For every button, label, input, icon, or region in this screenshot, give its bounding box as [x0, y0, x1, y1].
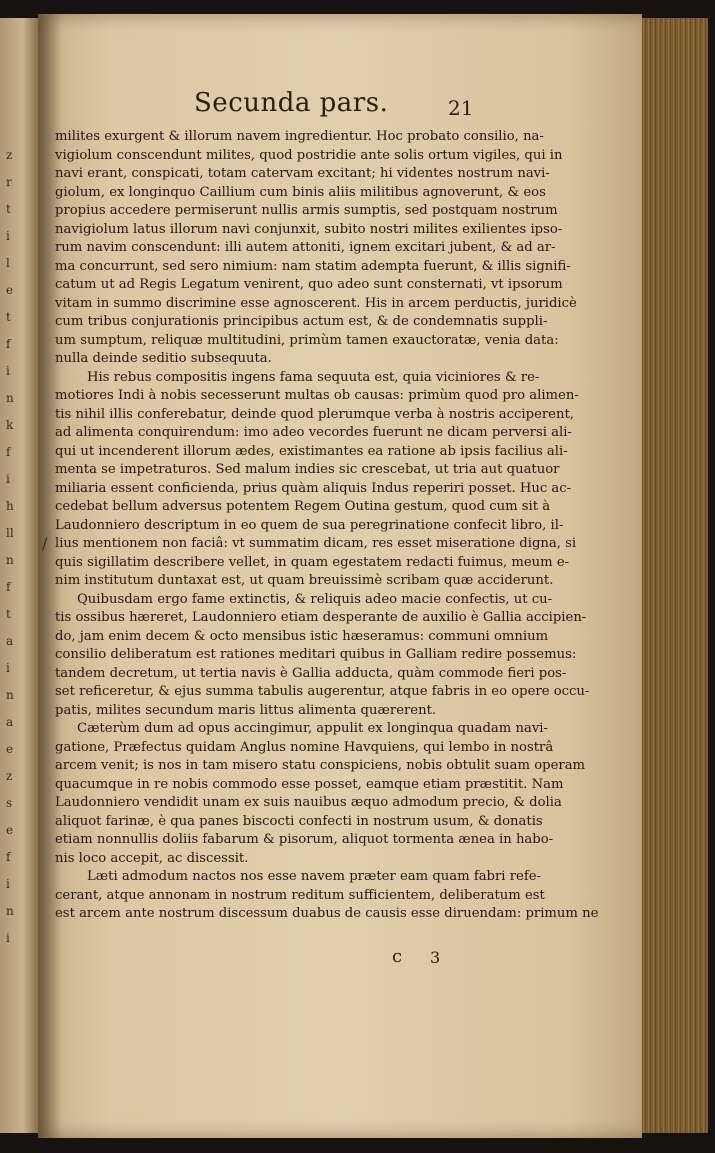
facing-page-fragment: i	[6, 364, 10, 378]
text-line: set reficeretur, & ejus summa tabulis augerentur, atque fabris in eo opere occu-	[55, 684, 590, 699]
signature-mark: c	[392, 946, 403, 967]
text-line: Læti admodum nactos nos esse navem præter eam quam fabri refe-	[87, 869, 541, 884]
text-line: nis loco accepit, ac discessit.	[55, 850, 249, 866]
facing-page-fragment: i	[6, 931, 10, 945]
running-header: Secunda pars.	[194, 88, 389, 118]
text-line: Laudonniero vendidit unam ex suis nauibus æquo admodum precio, & dolia	[55, 795, 562, 810]
text-line: Cæterùm dum ad opus accingimur, appulit ex longinqua quadam navi-	[77, 721, 548, 736]
text-line: nulla deinde seditio subsequuta.	[55, 351, 272, 366]
text-line: aliquot farinæ, è qua panes biscocti confecti in nostrum usum, & donatis	[55, 813, 543, 829]
text-line: est arcem ante nostrum discessum duabus de causis esse diruendam: primum ne	[55, 906, 599, 921]
text-line: miliaria essent conficienda, prius quàm aliquis Indus reperiri posset. Huc ac-	[55, 480, 572, 496]
facing-page-fragment: z	[6, 148, 13, 162]
facing-page-fragment: t	[6, 310, 11, 324]
facing-page-fragment: f	[6, 337, 11, 351]
text-line: catum ut ad Regis Legatum venirent, quo adeo sunt consternati, vt ipsorum	[55, 277, 563, 292]
text-line: rum navim conscendunt: illi autem attoniti, ignem excitari jubent, & ad ar-	[55, 240, 556, 255]
text-line: navigiolum latus illorum navi conjunxit, subito nostri milites exilientes ipso-	[55, 221, 563, 237]
text-line: tis ossibus hæreret, Laudonniero etiam desperante de auxilio è Gallia accipien-	[55, 610, 587, 625]
text-line: qui ut incenderent illorum ædes, existimantes ea ratione ab ipsis facilius ali-	[55, 443, 568, 459]
facing-page-fragment: i	[6, 661, 10, 675]
facing-page-fragment: n	[6, 904, 14, 918]
text-line: giolum, ex longinquo Caillium cum binis aliis militibus agnoverunt, & eos	[55, 184, 546, 200]
facing-page-fragment: i	[6, 472, 10, 486]
folio-number: 21	[448, 96, 474, 120]
facing-page-fragment: n	[6, 391, 14, 405]
facing-page-fragment: e	[6, 823, 14, 837]
signature-number: 3	[430, 948, 441, 967]
text-line: arcem venit; is nos in tam misero statu conspiciens, nobis obtulit suam operam	[55, 758, 586, 773]
facing-page-fragment: f	[6, 445, 11, 459]
text-line: quis sigillatim describere vellet, in quam egestatem redacti fuimus, meum e-	[55, 554, 570, 570]
facing-page-fragment: f	[6, 850, 11, 864]
facing-page-fragment: r	[6, 175, 12, 189]
facing-page-fragment: n	[6, 553, 14, 567]
text-line: Quibusdam ergo fame extinctis, & reliquis adeo macie confectis, ut cu-	[77, 591, 553, 607]
text-line: nim institutum duntaxat est, ut quam breuissimè scribam quæ acciderunt.	[55, 573, 554, 588]
facing-page-fragment: i	[6, 229, 10, 243]
facing-page-fragment: k	[6, 418, 14, 432]
facing-page-fragment: a	[6, 715, 14, 729]
text-line: Laudonniero descriptum in eo quem de sua peregrinatione confecit libro, il-	[55, 517, 564, 533]
text-line: navi erant, conspicati, totam catervam excitant; hi videntes nostrum navi-	[55, 166, 550, 181]
facing-page-fragment: n	[6, 688, 14, 702]
text-line: cerant, atque annonam in nostrum reditum sufficientem, deliberatum est	[55, 887, 545, 903]
text-line: quacumque in re nobis commodo esse posset, eamque etiam præstitit. Nam	[55, 776, 564, 792]
facing-page-fragment: l	[6, 256, 10, 270]
text-line: ad alimenta conquirendum: imo adeo vecordes fuerunt ne dicam perversi ali-	[55, 425, 572, 440]
facing-page-edge	[0, 18, 38, 1133]
text-line: um sumptum, reliquæ multitudini, primùm tamen exauctoratæ, venia data:	[55, 332, 559, 348]
facing-page-fragment: a	[6, 634, 14, 648]
facing-page-fragment: h	[6, 499, 14, 513]
text-line: vigiolum conscendunt milites, quod postridie ante solis ortum vigiles, qui in	[55, 147, 563, 163]
text-line: milites exurgent & illorum navem ingredientur. Hoc probato consilio, na-	[55, 129, 544, 144]
facing-page-fragment: s	[6, 796, 13, 810]
text-line: propius accedere permiserunt nullis armis sumptis, sed postquam nostrum	[55, 203, 558, 218]
text-line: tandem decretum, ut tertia navis è Gallia adducta, quàm commode fieri pos-	[55, 665, 567, 681]
text-line: consilio deliberatum est rationes meditari quibus in Galliam redire possemus:	[55, 647, 577, 662]
book-fore-edge	[642, 18, 708, 1133]
margin-mark: /	[42, 534, 48, 553]
text-line: His rebus compositis ingens fama sequuta est, quia viciniores & re-	[87, 369, 540, 385]
facing-page-fragment: e	[6, 283, 14, 297]
facing-page-fragment: z	[6, 769, 13, 783]
main-text-block	[55, 128, 599, 924]
facing-page-fragment: f	[6, 580, 11, 594]
facing-page-fragment: t	[6, 202, 11, 216]
text-line: etiam nonnullis doliis fabarum & pisorum, aliquot tormenta ænea in habo-	[55, 832, 554, 847]
text-line: tis nihil illis conferebatur, deinde quod plerumque verba à nostris acciperent,	[55, 406, 574, 422]
text-line: vitam in summo discrimine esse agnoscerent. His in arcem perductis, juridicè	[55, 295, 577, 311]
text-line: lius mentionem non faciâ: vt summatim dicam, res esset miseratione digna, si	[55, 536, 577, 551]
facing-page-fragment: e	[6, 742, 14, 756]
text-line: gatione, Præfectus quidam Anglus nomine Havquiens, qui lembo in nostrâ	[55, 739, 554, 755]
text-line: cedebat bellum adversus potentem Regem Outina gestum, quod cum sit à	[55, 499, 551, 514]
text-line: menta se impetraturos. Sed malum indies sic crescebat, ut tria aut quatuor	[55, 462, 560, 477]
facing-page-fragment: t	[6, 607, 11, 621]
facing-page-fragment: ll	[6, 526, 14, 540]
text-line: do, jam enim decem & octo mensibus istic hæseramus: communi omnium	[55, 628, 549, 644]
text-line: patis, milites secundum maris littus alimenta quærerent.	[55, 702, 437, 718]
text-line: ma concurrunt, sed sero nimium: nam statim adempta fuerunt, & illis signifi-	[55, 258, 571, 274]
facing-page-fragment: i	[6, 877, 10, 891]
text-line: motiores Indi à nobis secesserunt multas ob causas: primùm quod pro alimen-	[55, 388, 579, 403]
text-line: cum tribus conjurationis principibus actum est, & de condemnatis suppli-	[55, 314, 548, 329]
